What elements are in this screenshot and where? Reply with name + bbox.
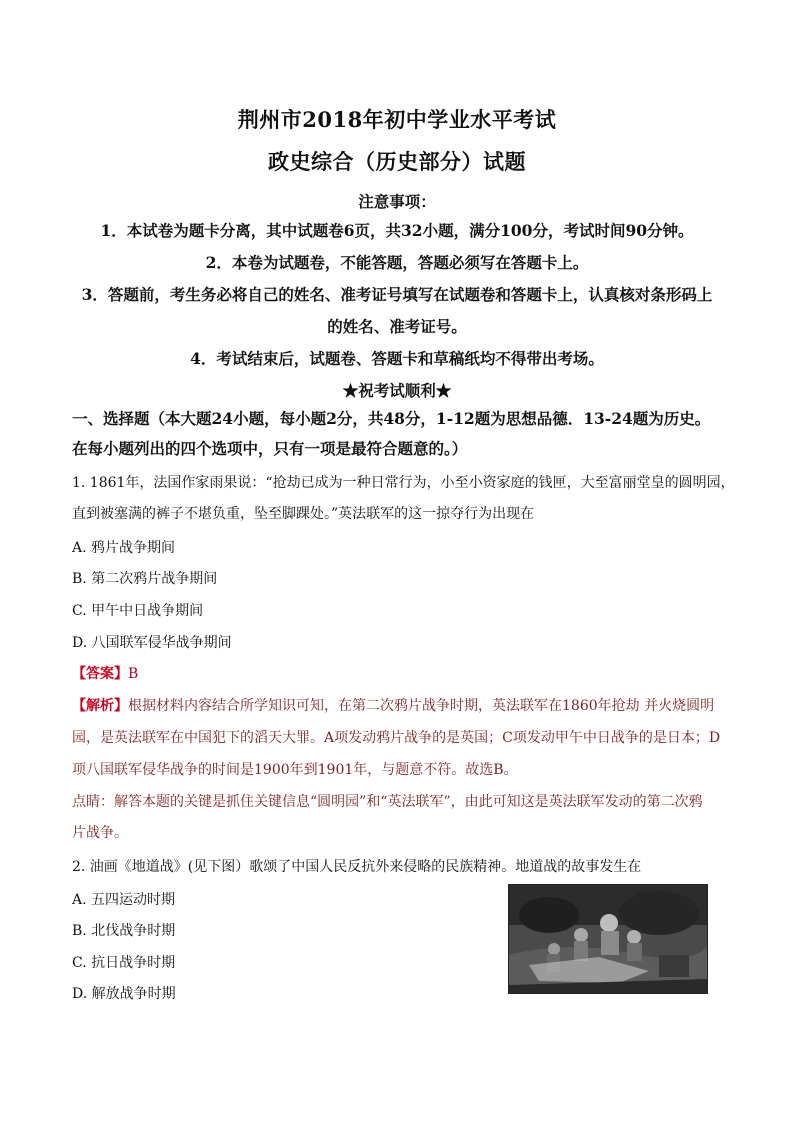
notice-heading: 注意事项： [358, 192, 436, 211]
q1-analysis-line2: 园，是英法联军在中国犯下的滔天大罪。A项发动鸦片战争的是英国；C项发动甲午中日战争的是日本；D [72, 730, 721, 746]
section-heading: 一、选择题（本大题24小题，每小题2分，共48分，1-12题为思想品德．13-24题为历史。 [72, 409, 711, 428]
q1-answer [72, 663, 732, 683]
wish-line: ★祝考试顺利★ [342, 381, 452, 400]
notice-3: 3．答题前，考生务必将自己的姓名、准考证号填写在试题卷和答题卡上，认真核对条形码上 [81, 285, 713, 304]
q1-analysis-line3: 项八国联军侵华战争的时间是1900年到1901年，与题意不符。故选B。 [72, 762, 518, 778]
q1-stem-line1: 1. 1861年，法国作家雨果说：“抢劫已成为一种日常行为，小至小资家庭的钱匣，大至富丽堂皇的圆明园， [72, 475, 735, 491]
notice-2: 2．本卷为试题卷，不能答题，答题必须写在答题卡上。 [205, 253, 589, 272]
notice-3-cont: 的姓名、准考证号。 [327, 317, 467, 336]
section-instructions: 在每小题列出的四个选项中，只有一项是最符合题意的。） [72, 439, 468, 458]
q2-stem: 2. 油画《地道战》(见下图）歌颂了中国人民反抗外来侵略的民族精神。地道战的故事发生在 [72, 859, 642, 875]
q2-option-d: D. 解放战争时期 [72, 986, 176, 1002]
notice-4: 4．考试结束后，试题卷、答题卡和草稿纸均不得带出考场。 [190, 349, 604, 368]
tunnel-warfare-painting [508, 884, 708, 994]
q1-analysis-line1 [72, 695, 732, 715]
q1-tip-line1: 点睛：解答本题的关键是抓住关键信息“圆明园”和“英法联军”，由此可知这是英法联军发动的第二次鸦 [72, 794, 703, 810]
q2-option-b: B. 北伐战争时期 [72, 923, 176, 939]
exam-title: 荆州市2018年初中学业水平考试 [237, 107, 557, 132]
analysis-text-1: 根据材料内容结合所学知识可知，在第二次鸦片战争时期，英法联军在1860年抢劫 并火烧圆明 [128, 698, 715, 714]
q2-option-a: A. 五四运动时期 [72, 892, 176, 908]
q2-option-c: C. 抗日战争时期 [72, 955, 176, 971]
q1-option-a: A. 鸦片战争期间 [72, 540, 176, 556]
q1-option-c: C. 甲午中日战争期间 [72, 603, 204, 619]
q1-stem-line2: 直到被塞满的裤子不堪负重，坠至脚踝处。”英法联军的这一掠夺行为出现在 [72, 506, 535, 522]
exam-subtitle: 政史综合（历史部分）试题 [268, 149, 526, 174]
q1-tip-line2: 片战争。 [72, 825, 128, 841]
q1-option-b: B. 第二次鸦片战争期间 [72, 571, 218, 587]
q1-option-d: D. 八国联军侵华战争期间 [72, 635, 232, 651]
answer-value: B [128, 666, 139, 682]
painting-image [509, 885, 707, 993]
answer-label: 【答案】 [72, 666, 128, 682]
analysis-label: 【解析】 [72, 698, 128, 714]
notice-1: 1．本试卷为题卡分离，其中试题卷6页，共32小题，满分100分，考试时间90分钟。 [100, 221, 694, 240]
